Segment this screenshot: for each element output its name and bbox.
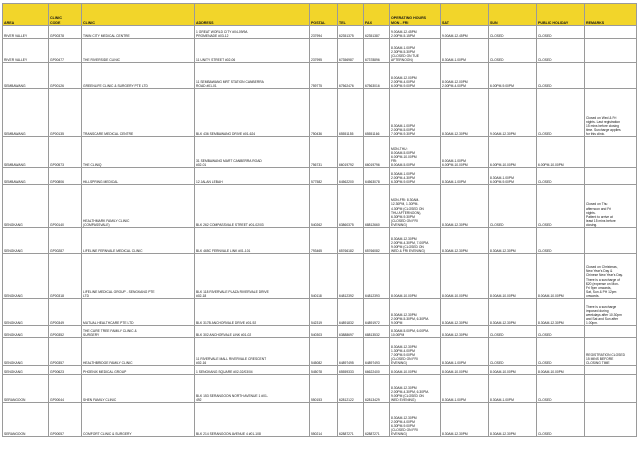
cell-public-holiday: CLOSED xyxy=(537,403,585,437)
cell-remarks xyxy=(585,63,637,89)
table-row xyxy=(3,63,637,89)
cell-public-holiday: CLOSED xyxy=(537,39,585,63)
cell-sat: 8.30AM-12.30PM xyxy=(441,299,489,326)
cell-sat: 8.30AM-12.30PM xyxy=(441,89,489,137)
cell-sat: 8.30AM-1.00PM xyxy=(441,168,489,185)
header-area: AREA xyxy=(3,4,49,26)
cell-public-holiday: CLOSED xyxy=(537,375,585,403)
cell-clinic-code: GP00140 xyxy=(49,185,82,228)
cell-operating-hours: MON-THU: 8.00AM-5.00PM 6.00PM-10.00PM FRI: 8.00AM-5.00PM xyxy=(390,137,441,168)
cell-remarks xyxy=(585,39,637,63)
cell-fax: 62813429 xyxy=(364,375,390,403)
cell-tel: 62812122 xyxy=(338,375,364,403)
cell-clinic: LIFELINE FERNVALE MEDICAL CLINIC xyxy=(82,228,195,254)
cell-clinic: THE CLINIQ xyxy=(82,137,195,168)
table-row xyxy=(3,299,637,326)
cell-fax: 64891972 xyxy=(364,299,390,326)
table-row xyxy=(3,89,637,137)
cell-sat: 8.30AM-12.30PM xyxy=(441,185,489,228)
cell-remarks xyxy=(585,228,637,254)
cell-operating-hours: 8.00AM-10.00PM xyxy=(390,366,441,375)
cell-remarks: REGISTRATION CLOSED 15 MINS BEFORE CLOSING TIME xyxy=(585,338,637,366)
cell-tel: 65559333 xyxy=(338,366,364,375)
table-row xyxy=(3,228,637,254)
cell-operating-hours: 8.30AM-1.00PM 2.00PM-4.30PM 6.30PM-9.00PM xyxy=(390,168,441,185)
header-fax: FAX xyxy=(364,4,390,26)
cell-remarks xyxy=(585,366,637,375)
cell-tel: 65766182 xyxy=(338,228,364,254)
cell-clinic-code: GP00623 xyxy=(49,366,82,375)
cell-remarks: Closed on Christmas, New Year's Day & Chinese New Year's Day. There is a surcharge of $20 (expense on Mon- Fri 9pm onwards, Sat, Sun & PH 12pm onwards. xyxy=(585,254,637,299)
cell-clinic-code: GP00357 xyxy=(49,338,82,366)
header-postal: POSTAL xyxy=(310,4,338,26)
cell-tel: 63860375 xyxy=(338,185,364,228)
cell-postal: 237995 xyxy=(310,39,338,63)
header-address: ADDRESS xyxy=(195,4,310,26)
table-row xyxy=(3,185,637,228)
cell-public-holiday: 6.00PM-10.00PM xyxy=(537,137,585,168)
cell-operating-hours: 8.30AM-12.30PM 2.00PM-4.00PM 6.30PM-9.00PM (CLOSED ON FRI EVENING) xyxy=(390,403,441,437)
cell-postal: 793465 xyxy=(310,228,338,254)
cell-operating-hours: 8.30AM-5.00PM, 6.00PM- 10.00PM xyxy=(390,326,441,338)
cell-remarks xyxy=(585,403,637,437)
cell-operating-hours: 9.00AM-12.45PM 2.00PM-5.15PM xyxy=(390,26,441,39)
cell-clinic: TWIN CITY MEDICAL CENTRE xyxy=(82,26,195,39)
cell-clinic: PHOENIX MEDICAL GROUP xyxy=(82,366,195,375)
cell-sat: 8.00AM-1.00PM 6.00PM-10.00PM xyxy=(441,137,489,168)
cell-fax: 66019796 xyxy=(364,137,390,168)
cell-tel: 62887271 xyxy=(338,403,364,437)
cell-address: BLK 118 RIVERVALE PLAZA RIVERVALE DRIVE #02-18 xyxy=(195,254,310,299)
cell-address: 11 RIVERVALE MALL RIVERVALE CRESCENT #02-16 xyxy=(195,338,310,366)
cell-fax: 64897493 xyxy=(364,338,390,366)
cell-clinic: GREENLIFE CLINIC & SURGERY PTE LTD xyxy=(82,63,195,89)
header-clinic-code: CLINIC CODE xyxy=(49,4,82,26)
cell-area: SENGKANG xyxy=(3,299,49,326)
cell-operating-hours: 8.30AM-12.30PM 2.00PM-5.30PM, 6.30PM- 9.00PM xyxy=(390,299,441,326)
cell-area: SEMBAWANG xyxy=(3,63,49,89)
header-remarks: REMARKS xyxy=(585,4,637,26)
cell-address: BLK 465C FERNVALE LINK #01-101 xyxy=(195,228,310,254)
cell-area: SENGKANG xyxy=(3,228,49,254)
cell-clinic-code: GP00287 xyxy=(49,228,82,254)
cell-tel: 65551155 xyxy=(338,89,364,137)
table-row xyxy=(3,168,637,185)
cell-clinic: SHEN FAMILY CLINIC xyxy=(82,375,195,403)
cell-address: 11 SEMBAWANG MRT STATION CANBERRA ROAD #01-01 xyxy=(195,63,310,89)
table-row xyxy=(3,375,637,403)
cell-fax: 68813532 xyxy=(364,326,390,338)
cell-operating-hours: 8.30AM-12.30PM 1.30PM-4.00PM 7.00PM-9.00PM (CLOSED ON FRI EVENING) xyxy=(390,338,441,366)
cell-fax: 62887271 xyxy=(364,403,390,437)
cell-remarks xyxy=(585,168,637,185)
cell-area: SEMBAWANG xyxy=(3,89,49,137)
cell-sat: 8.30AM-1.00PM xyxy=(441,375,489,403)
header-public-holiday: PUBLIC HOLIDAY xyxy=(537,4,585,26)
cell-tel: 64897495 xyxy=(338,338,364,366)
cell-area: SENGKANG xyxy=(3,326,49,338)
cell-sun: 8.30AM-12.30PM xyxy=(489,403,537,437)
cell-public-holiday: CLOSED xyxy=(537,89,585,137)
cell-clinic-code: GP00044 xyxy=(49,375,82,403)
cell-remarks xyxy=(585,137,637,168)
cell-clinic-code: GP00126 xyxy=(49,63,82,89)
header-tel: TEL xyxy=(338,4,364,26)
cell-postal: 237994 xyxy=(310,26,338,39)
cell-clinic-code: GP00806 xyxy=(49,168,82,185)
cell-address: 1 GREAT WORLD CITY #04-09/9A PROMENADE #03-12 xyxy=(195,26,310,39)
cell-tel: 67562476 xyxy=(338,63,364,89)
cell-clinic: TRANSCARE MEDICAL CENTRE xyxy=(82,89,195,137)
cell-area: SERANGOON xyxy=(3,375,49,403)
cell-operating-hours: 8.30AM-1.00PM 2.00PM-5.00PM 7.00PM-9.30PM xyxy=(390,89,441,137)
cell-clinic: HILLSPRING MEDICAL xyxy=(82,168,195,185)
cell-clinic: HEALTHBRIDGE FAMILY CLINIC xyxy=(82,338,195,366)
cell-sat: 8.30AM-1.00PM xyxy=(441,338,489,366)
cell-tel: 62351375 xyxy=(338,26,364,39)
cell-sun: 8.30AM-12.30PM xyxy=(489,299,537,326)
cell-postal: 545078 xyxy=(310,366,338,375)
cell-address: BLK 153 SERANGOON NORTH AVENUE 1 #01- 492 xyxy=(195,375,310,403)
cell-fax: 65766082 xyxy=(364,228,390,254)
cell-clinic: MUTUAL HEALTHCARE PTE LTD xyxy=(82,299,195,326)
cell-area: SERANGOON xyxy=(3,403,49,437)
clinic-table xyxy=(2,3,637,437)
cell-sat: 9.00AM-12.45PM xyxy=(441,26,489,39)
cell-remarks xyxy=(585,326,637,338)
cell-tel: 67356987 xyxy=(338,39,364,63)
cell-sun: CLOSED xyxy=(489,185,537,228)
cell-area: SEMBAWANG xyxy=(3,137,49,168)
cell-address: BLK 436 SEMBAWANG DRIVE #01-624 xyxy=(195,89,310,137)
cell-postal: 759775 xyxy=(310,63,338,89)
cell-operating-hours: 8.30AM-12.30PM 2.00PM-4.30PM, 6.30PM- 9.00PM (CLOSED ON WED EVENING) xyxy=(390,375,441,403)
cell-public-holiday: CLOSED xyxy=(537,185,585,228)
header-sun: SUN xyxy=(489,4,537,26)
table-row xyxy=(3,338,637,366)
cell-clinic-code: GP00057 xyxy=(49,403,82,437)
cell-sat: 8.30AM-12.30PM xyxy=(441,228,489,254)
cell-tel: 64891832 xyxy=(338,299,364,326)
cell-area: SEMBAWANG xyxy=(3,168,49,185)
cell-remarks: Closed on Wed & Fri nights. Last registration 15 mins before closing time. Surcharge applies for this clinic. xyxy=(585,89,637,137)
cell-area: RIVER VALLEY xyxy=(3,26,49,39)
cell-fax: 64563078 xyxy=(364,168,390,185)
cell-sun: CLOSED xyxy=(489,26,537,39)
cell-postal: 542319 xyxy=(310,299,338,326)
cell-clinic-code: GP00352 xyxy=(49,326,82,338)
cell-public-holiday: CLOSED xyxy=(537,338,585,366)
cell-address: 11 UNITY STREET #02-06 xyxy=(195,39,310,63)
header-row xyxy=(3,4,637,26)
cell-sat: 8.30AM-12.30PM xyxy=(441,326,489,338)
cell-public-holiday: CLOSED xyxy=(537,26,585,39)
cell-remarks xyxy=(585,26,637,39)
cell-clinic-code: GP00573 xyxy=(49,137,82,168)
cell-sun: 8.00AM-10.00PM xyxy=(489,366,537,375)
cell-clinic-code: GP00477 xyxy=(49,39,82,63)
cell-clinic: COMFORT CLINIC & SURGERY xyxy=(82,403,195,437)
cell-fax: 67378896 xyxy=(364,39,390,63)
cell-clinic: HEALTHMARK FAMILY CLINIC (COMPASSVALE) xyxy=(82,185,195,228)
cell-address: 31 SEMBAWANG MART CANBERRA ROAD #02-01 xyxy=(195,137,310,168)
table-row xyxy=(3,403,637,437)
cell-postal: 540303 xyxy=(310,326,338,338)
cell-postal: 550214 xyxy=(310,403,338,437)
cell-sun: CLOSED xyxy=(489,338,537,366)
cell-address: BLK 302 ANCHORVALE LINK #01-02 xyxy=(195,326,310,338)
table-row xyxy=(3,366,637,375)
header-sat: SAT xyxy=(441,4,489,26)
cell-clinic-code: GP00135 xyxy=(49,89,82,137)
cell-public-holiday: CLOSED xyxy=(537,228,585,254)
cell-fax: 66622400 xyxy=(364,366,390,375)
cell-address: BLK 262 COMPASSVALE STREET #01-02/03 xyxy=(195,185,310,228)
cell-sun: 8.00AM-10.00PM xyxy=(489,254,537,299)
cell-fax: 65551166 xyxy=(364,89,390,137)
cell-remarks xyxy=(585,375,637,403)
header-operating-hours: OPERATING HOURS MON - FRI xyxy=(390,4,441,26)
cell-area: SENGKANG xyxy=(3,366,49,375)
cell-postal: 750436 xyxy=(310,89,338,137)
cell-fax: 67563016 xyxy=(364,63,390,89)
cell-clinic: THE RIVERSIDE CLINIC xyxy=(82,39,195,63)
cell-address: BLK 317B ANCHORVALE DRIVE #01-92 xyxy=(195,299,310,326)
cell-public-holiday: 8.00AM-10.00PM xyxy=(537,254,585,299)
cell-sat: 8.30AM-1.00PM xyxy=(441,39,489,63)
table-row xyxy=(3,26,637,39)
cell-public-holiday: CLOSED xyxy=(537,168,585,185)
cell-clinic: LIFELINE MEDICAL GROUP - SENGKANG PTE LTD xyxy=(82,254,195,299)
cell-operating-hours: 8.30AM-12.30PM 2.00PM-4.30PM, 7.00PM- 9.00PM (CLOSED ON WED & FRI EVENING) xyxy=(390,228,441,254)
cell-address: BLK 214 SERANGOON AVENUE 4 #01-108 xyxy=(195,403,310,437)
cell-area: SENGKANG xyxy=(3,254,49,299)
cell-postal: 545082 xyxy=(310,338,338,366)
cell-operating-hours: 8.30AM-1.00PM 2.30PM-5.30PM (CLOSED ON TUE AFTERNOON) xyxy=(390,39,441,63)
cell-postal: 550153 xyxy=(310,375,338,403)
cell-area: RIVER VALLEY xyxy=(3,39,49,63)
cell-operating-hours: MON-FRI: 8.30AM- 12.30PM, 1.30PM- 4.30PM (CLOSED ON THU AFTERNOON), 6.30PM-9.30PM (CLOSED ON FRI EVENING) xyxy=(390,185,441,228)
cell-postal: 540118 xyxy=(310,254,338,299)
cell-sun: 8.30AM-1.00PM xyxy=(489,375,537,403)
cell-address: 1 SENGKANG SQUARE #02-02/03/04 xyxy=(195,366,310,375)
cell-fax: 68812660 xyxy=(364,185,390,228)
cell-postal: 756731 xyxy=(310,137,338,168)
cell-clinic-code: GP00349 xyxy=(49,299,82,326)
table-row xyxy=(3,137,637,168)
cell-sun: 6.00PM-10.00PM xyxy=(489,137,537,168)
table-body xyxy=(3,26,637,437)
cell-clinic: THE CURE TREE FAMILY CLINIC & SURGERY xyxy=(82,326,195,338)
cell-postal: 540262 xyxy=(310,185,338,228)
header-clinic: CLINIC xyxy=(82,4,195,26)
cell-clinic-code: GP00318 xyxy=(49,254,82,299)
cell-tel: 63888697 xyxy=(338,326,364,338)
cell-fax: 64812393 xyxy=(364,254,390,299)
cell-sat: 8.30AM-12.30PM xyxy=(441,403,489,437)
cell-remarks: There is a surcharge imposed during weekdays after 10.30pm and Sat and Sun after 1.00pm. xyxy=(585,299,637,326)
cell-public-holiday: CLOSED xyxy=(537,326,585,338)
cell-sun: CLOSED xyxy=(489,39,537,63)
cell-public-holiday: 8.00AM-10.00PM xyxy=(537,366,585,375)
cell-address: 12 JALAN LEBAH xyxy=(195,168,310,185)
cell-operating-hours: 8.00AM-12.00PM 2.00PM-4.00PM 6.00PM-9.00PM xyxy=(390,63,441,89)
cell-public-holiday: 8.30AM-12.30PM xyxy=(537,299,585,326)
cell-operating-hours: 8.00AM-10.00PM xyxy=(390,254,441,299)
table-row xyxy=(3,326,637,338)
table-row xyxy=(3,39,637,63)
cell-tel: 64562200 xyxy=(338,168,364,185)
cell-tel: 64812392 xyxy=(338,254,364,299)
cell-tel: 66019792 xyxy=(338,137,364,168)
cell-sat: 8.00AM-10.00PM xyxy=(441,254,489,299)
cell-area: SENGKANG xyxy=(3,185,49,228)
cell-sun: 6.00PM-9.00PM xyxy=(489,63,537,89)
table-row xyxy=(3,254,637,299)
cell-sun: CLOSED xyxy=(489,326,537,338)
cell-sun: 8.30AM-12.30PM xyxy=(489,228,537,254)
cell-remarks: Closed on Thu afternoon and Fri nights. Patient to arrive at least 15 mins before closing. xyxy=(585,185,637,228)
cell-fax: 62351387 xyxy=(364,26,390,39)
cell-sat: 8.00AM-10.00PM xyxy=(441,366,489,375)
cell-public-holiday: CLOSED xyxy=(537,63,585,89)
cell-sun: 8.30AM-1.00PM 6.00PM-9.00PM xyxy=(489,168,537,185)
cell-sat: 8.00AM-12.00PM 2.00PM-4.00PM xyxy=(441,63,489,89)
cell-area: SENGKANG xyxy=(3,338,49,366)
cell-sun: 9.00AM-12.30PM xyxy=(489,89,537,137)
cell-clinic-code: GP00378 xyxy=(49,26,82,39)
cell-postal: 577582 xyxy=(310,168,338,185)
